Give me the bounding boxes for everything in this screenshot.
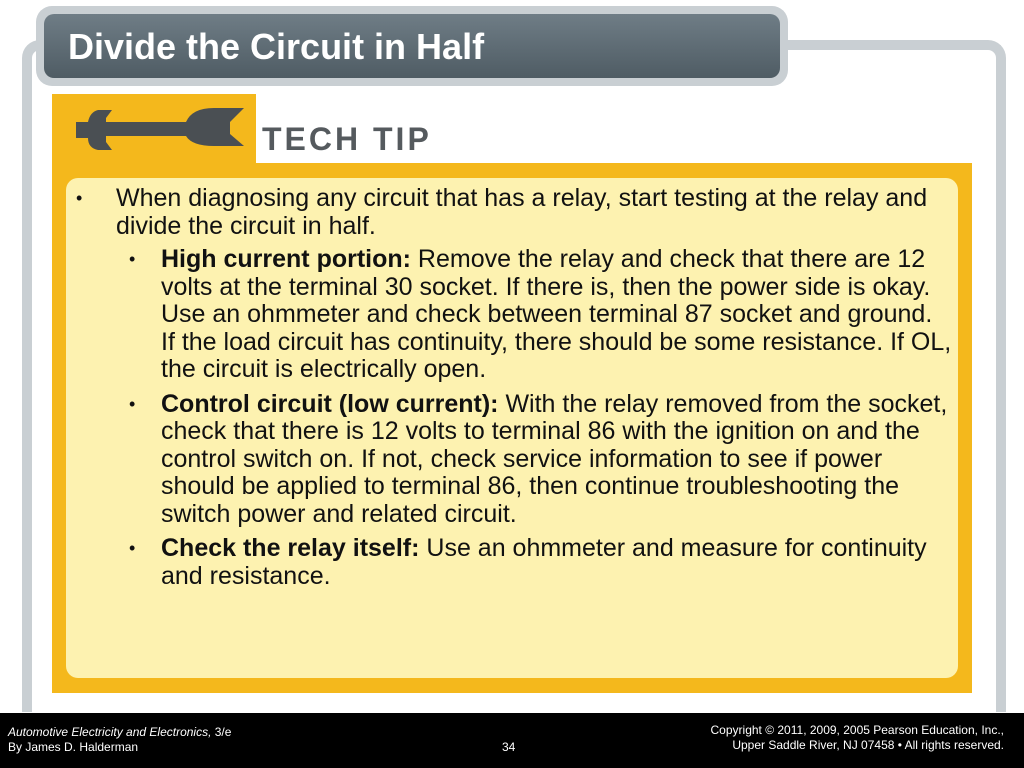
slide-footer bbox=[0, 713, 1024, 768]
book-edition: 3/e bbox=[211, 725, 232, 739]
title-bar-inner bbox=[44, 14, 780, 78]
item-text: Remove the relay and check that there are 12 volts at the terminal 30 socket. If there is, then the power side is okay. Use an ohmmeter and check between terminal 87 socket and ground. If the load circuit has continuity, there should be some resistance. If OL, the circuit is electrically open. bbox=[161, 245, 952, 383]
item-heading: Control circuit (low current): bbox=[161, 389, 499, 418]
bullet-dot: • bbox=[129, 393, 136, 414]
copyright-line-1: Copyright © 2011, 2009, 2005 Pearson Education, Inc., bbox=[710, 723, 1004, 737]
item-text: Use an ohmmeter and measure for continuity and resistance. bbox=[161, 534, 927, 590]
page-number: 34 bbox=[502, 740, 516, 754]
title-bar bbox=[36, 6, 788, 86]
bullet-high-current bbox=[76, 246, 952, 384]
book-author: By James D. Halderman bbox=[8, 740, 139, 754]
bullet-intro bbox=[76, 185, 952, 240]
slide-title: Divide the Circuit in Half bbox=[68, 26, 485, 67]
footer-copyright bbox=[711, 723, 1004, 753]
bullet-dot: • bbox=[76, 188, 83, 208]
item-text: With the relay removed from the socket, check that there is 12 volts to terminal 86 with the ignition on and the control switch on. If not, check service information to see if power should be applied to terminal 86, then continue troubleshooting the switch power and related circuit. bbox=[161, 389, 948, 528]
tip-content bbox=[76, 185, 952, 597]
book-title: Automotive Electricity and Electronics, bbox=[8, 725, 212, 739]
tech-tip-label: TECH TIP bbox=[262, 121, 432, 157]
bullet-check-relay bbox=[76, 535, 952, 590]
footer-book-info bbox=[8, 725, 231, 755]
item-heading: Check the relay itself: bbox=[161, 534, 420, 562]
intro-text: When diagnosing any circuit that has a relay, start testing at the relay and divide the circuit in half. bbox=[116, 184, 928, 240]
copyright-line-2: Upper Saddle River, NJ 07458 • All rights reserved. bbox=[732, 738, 1004, 752]
wrench-icon bbox=[68, 100, 248, 160]
bullet-dot: • bbox=[129, 249, 136, 269]
bullet-control-circuit bbox=[76, 391, 952, 529]
item-heading: High current portion: bbox=[161, 245, 411, 273]
bullet-dot: • bbox=[129, 538, 136, 558]
